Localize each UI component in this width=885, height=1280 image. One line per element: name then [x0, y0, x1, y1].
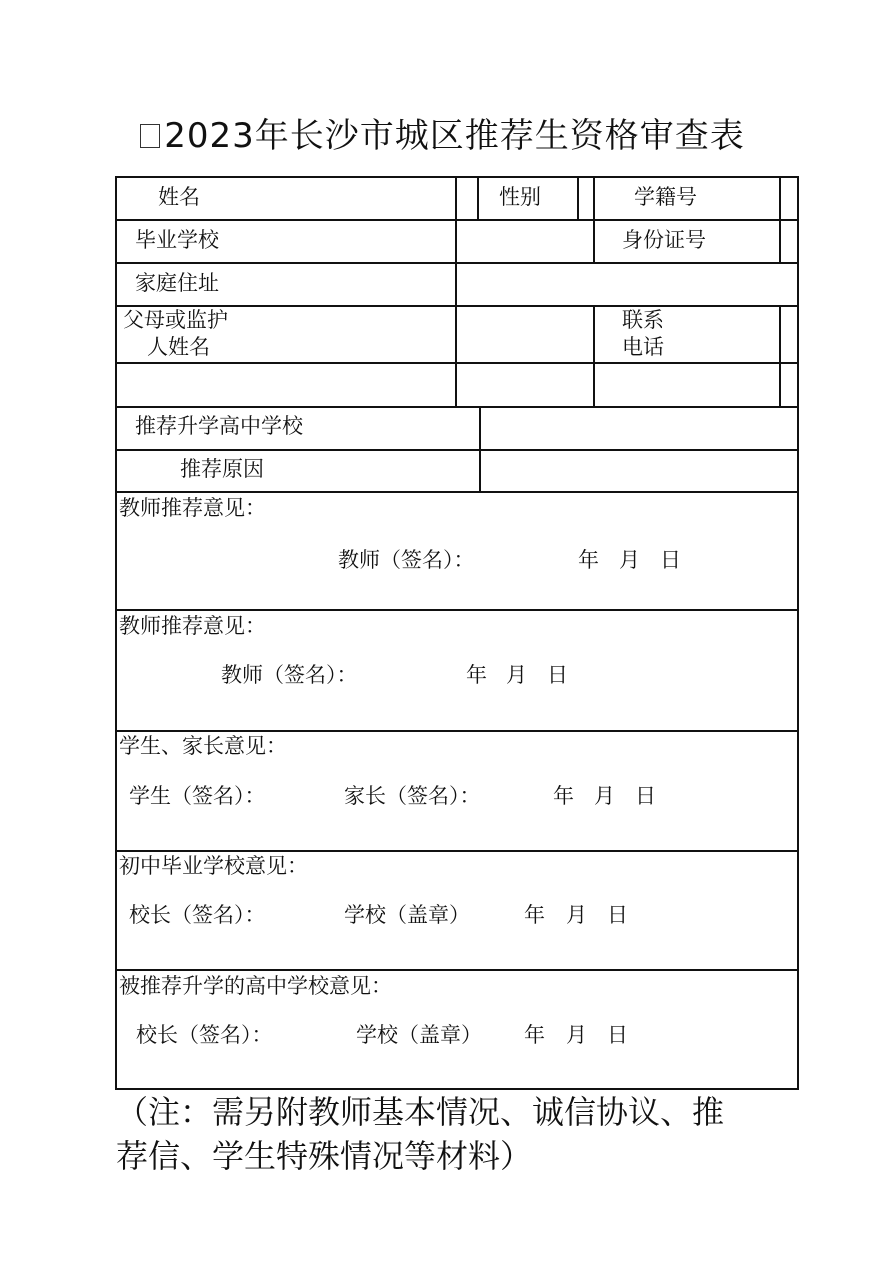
table-rule-horizontal	[117, 219, 797, 221]
name-label: 姓名	[158, 185, 200, 209]
teacher2-date-day: 日	[547, 663, 568, 687]
parent-date-day: 日	[635, 784, 656, 808]
junior-school-opinion-heading: 初中毕业学校意见：	[119, 854, 308, 878]
graduation-school-label: 毕业学校	[135, 228, 219, 252]
junior-date-month: 月	[566, 903, 587, 927]
junior-date-year: 年	[524, 903, 545, 927]
table-rule-horizontal	[117, 850, 797, 852]
contact-phone-label-line2: 电话	[622, 335, 664, 359]
junior-date-day: 日	[607, 903, 628, 927]
recommendation-reason-label: 推荐原因	[180, 457, 264, 481]
senior-school-seal-label: 学校（盖章）	[356, 1023, 482, 1047]
table-rule-vertical	[593, 305, 595, 406]
table-rule-vertical	[577, 178, 579, 219]
recommended-school-label: 推荐升学高中学校	[135, 414, 303, 438]
home-address-label: 家庭住址	[135, 271, 219, 295]
table-rule-vertical	[779, 305, 781, 406]
table-rule-horizontal	[117, 305, 797, 307]
table-rule-horizontal	[117, 449, 797, 451]
junior-school-seal-label: 学校（盖章）	[344, 903, 470, 927]
guardian-name-label-line2: 人姓名	[147, 335, 210, 359]
table-rule-vertical	[477, 178, 479, 219]
teacher2-date-year: 年	[466, 663, 487, 687]
senior-date-month: 月	[566, 1023, 587, 1047]
teacher2-signature-label: 教师（签名）：	[221, 663, 358, 687]
footnote-line1: （注：需另附教师基本情况、诚信协议、推	[116, 1093, 725, 1131]
form-title	[0, 108, 885, 157]
placeholder-box-icon	[140, 124, 160, 148]
parent-signature-label: 家长（签名）：	[344, 784, 481, 808]
guardian-name-label-line1: 父母或监护	[123, 308, 228, 332]
table-rule-horizontal	[117, 491, 797, 493]
table-rule-horizontal	[117, 362, 797, 364]
junior-principal-signature-label: 校长（签名）：	[129, 903, 266, 927]
id-number-label: 身份证号	[622, 228, 706, 252]
form-title-text: 2023年长沙市城区推荐生资格审查表	[164, 116, 745, 156]
parent-date-year: 年	[553, 784, 574, 808]
table-rule-vertical	[455, 178, 457, 406]
teacher1-date-day: 日	[660, 548, 681, 572]
teacher1-opinion-heading: 教师推荐意见：	[119, 496, 266, 520]
footnote-line2: 荐信、学生特殊情况等材料）	[116, 1137, 533, 1175]
contact-phone-label-line1: 联系	[622, 308, 664, 332]
qualification-review-table	[115, 176, 799, 1090]
table-rule-vertical	[779, 178, 781, 262]
senior-date-year: 年	[524, 1023, 545, 1047]
student-id-label: 学籍号	[634, 185, 697, 209]
student-parent-opinion-heading: 学生、家长意见：	[119, 734, 287, 758]
senior-principal-signature-label: 校长（签名）：	[136, 1023, 273, 1047]
teacher1-signature-label: 教师（签名）：	[338, 548, 475, 572]
teacher1-date-year: 年	[578, 548, 599, 572]
table-rule-horizontal	[117, 262, 797, 264]
senior-date-day: 日	[607, 1023, 628, 1047]
parent-date-month: 月	[594, 784, 615, 808]
senior-school-opinion-heading: 被推荐升学的高中学校意见：	[119, 974, 392, 998]
teacher2-opinion-heading: 教师推荐意见：	[119, 614, 266, 638]
table-rule-horizontal	[117, 969, 797, 971]
teacher1-date-month: 月	[619, 548, 640, 572]
teacher2-date-month: 月	[506, 663, 527, 687]
table-rule-horizontal	[117, 730, 797, 732]
table-rule-vertical	[479, 406, 481, 491]
student-signature-label: 学生（签名）：	[129, 784, 266, 808]
table-rule-horizontal	[117, 406, 797, 408]
gender-label: 性别	[499, 185, 541, 209]
table-rule-vertical	[593, 178, 595, 262]
table-rule-horizontal	[117, 609, 797, 611]
